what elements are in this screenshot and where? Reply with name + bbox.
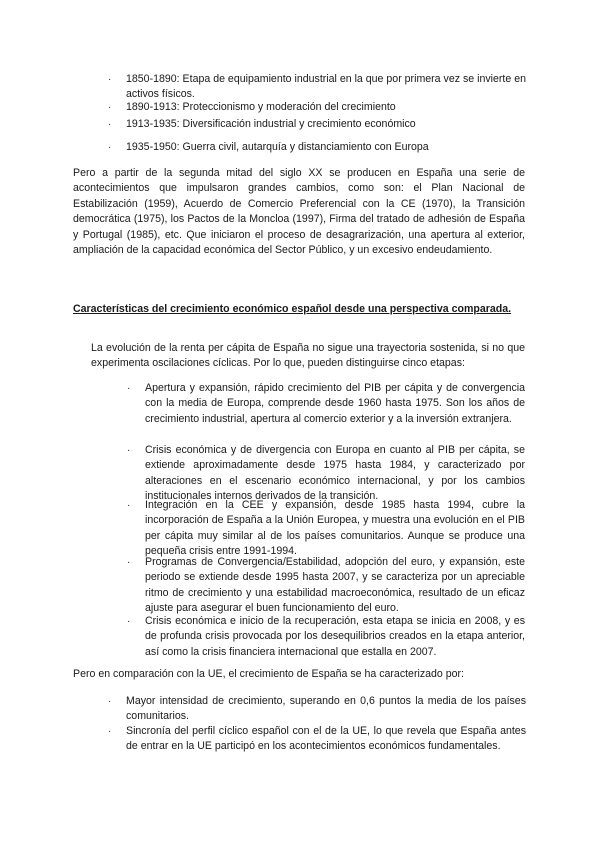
list-item: Integración en la CEE y expansión, desde 1985 hasta 1994, cubre la incorporación de España a la Unión Europea, y muestra una evolución en el PIB per cápita muy similar al de los países comunitarios. Aunque se produce una pequeña crisis entre 1991-1994. (145, 499, 525, 558)
list-item: 1850-1890: Etapa de equipamiento industrial en la que por primera vez se invierte en activos físicos. (126, 73, 526, 101)
list-item: 1935-1950: Guerra civil, autarquía y distanciamiento con Europa (126, 141, 429, 153)
list-item: 1913-1935: Diversificación industrial y crecimiento económico (126, 118, 416, 130)
bullet-marker: · (108, 142, 112, 153)
bullet-marker: · (108, 102, 112, 113)
bullet-marker: · (127, 616, 131, 627)
bullet-marker: · (108, 74, 112, 85)
list-item: 1890-1913: Proteccionismo y moderación del crecimiento (126, 101, 396, 113)
bullet-marker: · (127, 445, 131, 456)
list-item: Sincronía del perfil cíclico español con el de la UE, lo que revela que España antes de entrar en la UE participó en los acontecimientos económicos fundamentales. (126, 725, 526, 753)
list-item: Programas de Convergencia/Estabilidad, adopción del euro, y expansión, este periodo se extiende desde 1995 hasta 2007, y se caracteriza por un apreciable ritmo de crecimiento y una estabilidad macroeconómica, resultado de un eficaz ajuste para asegurar el buen funcionamiento del euro. (145, 556, 525, 615)
list-item: Crisis económica y de divergencia con Europa en cuanto al PIB per cápita, se extiende aproximadamente desde 1975 hasta 1984, y caracterizado por alteraciones en el escenario económico internacional, y por los cambios institucionales internos derivados de la transición. (145, 444, 525, 503)
list-item: Mayor intensidad de crecimiento, superando en 0,6 puntos la media de los países comunitarios. (126, 695, 526, 723)
section-heading: Características del crecimiento económico español desde una perspectiva comparada. (73, 303, 512, 315)
bullet-marker: · (108, 726, 112, 737)
section-intro: La evolución de la renta per cápita de España no sigue una trayectoria sostenida, si no que experimenta oscilaciones cíclicas. Por lo que, pueden distinguirse cinco etapas: (91, 342, 525, 370)
list-item: Crisis económica e inicio de la recuperación, esta etapa se inicia en 2008, y es de profunda crisis provocada por los desequilibrios creados en la etapa anterior, así como la crisis financiera internacional que estalla en 2007. (145, 615, 525, 658)
bullet-marker: · (127, 557, 131, 568)
comparison-intro: Pero en comparación con la UE, el crecimiento de España se ha caracterizado por: (73, 668, 465, 680)
bullet-marker: · (127, 383, 131, 394)
bullet-marker: · (108, 119, 112, 130)
bullet-marker: · (127, 500, 131, 511)
list-item: Apertura y expansión, rápido crecimiento del PIB per cápita y de convergencia con la media de Europa, comprende desde 1960 hasta 1975. Son los años de crecimiento industrial, apertura al comercio exterior y a la inversión extranjera. (145, 382, 525, 425)
bullet-marker: · (108, 696, 112, 707)
intro-paragraph: Pero a partir de la segunda mitad del siglo XX se producen en España una serie de acontecimientos que impulsaron grandes cambios, como son: el Plan Nacional de Estabilización (1959), Acuerdo de Comercio Preferencial con la CE (1970), la Transición democrática (1975), los Pactos de la Moncloa (1997), Firma del tratado de adhesión de España y Portugal (1985), etc. Que iniciaron el proceso de desagrarización, una apertura al exterior, ampliación de la capacidad económica del Sector Público, y un excesivo endeudamiento. (73, 167, 525, 257)
